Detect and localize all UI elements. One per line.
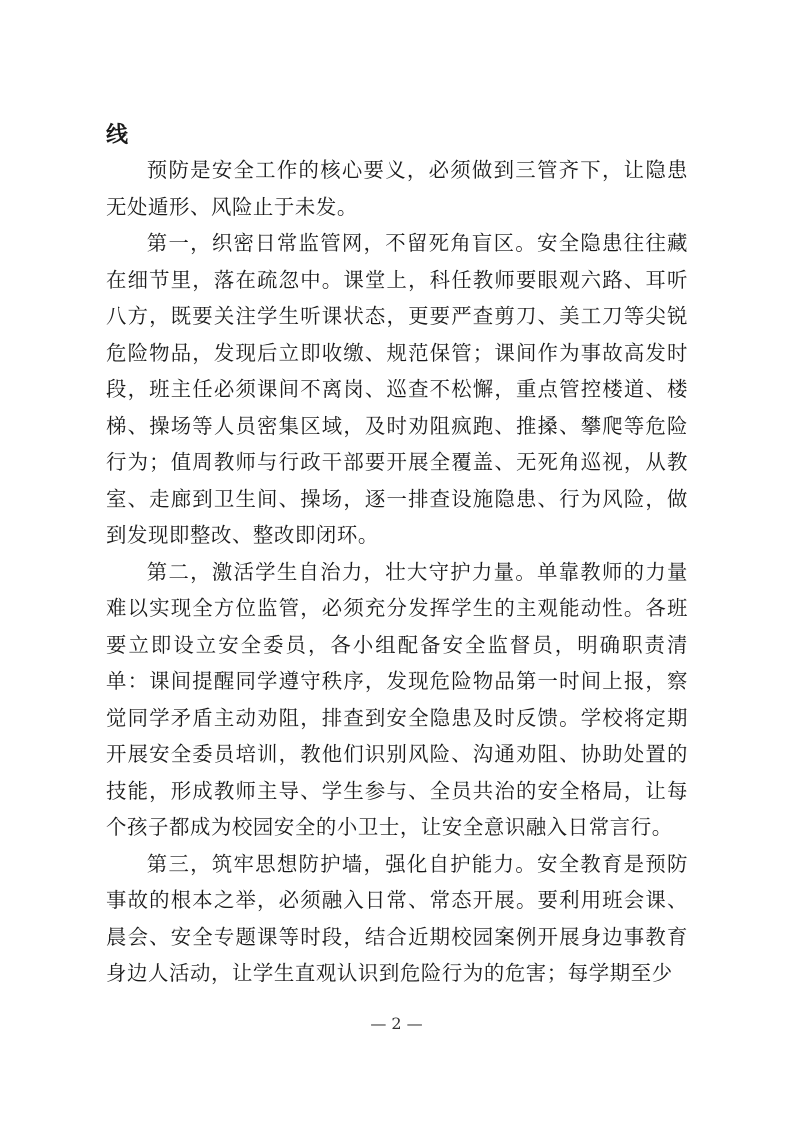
- page-number: — 2 —: [370, 1014, 423, 1033]
- paragraph-third: 第三，筑牢思想防护墙，强化自护能力。安全教育是预防事故的根本之举，必须融入日常、常态开展。要利用班会课、晨会、安全专题课等时段，结合近期校园案例开展身边事教育身边人活动，让学生直观认识到危险行为的危害；每学期至少: [106, 851, 688, 985]
- body-text: [106, 152, 688, 992]
- paragraph-first: 第一，织密日常监管网，不留死角盲区。安全隐患往往藏在细节里，落在疏忽中。课堂上，科任教师要眼观六路、耳听八方，既要关注学生听课状态，更要严查剪刀、美工刀等尖锐危险物品，发现后立即收缴、规范保管；课间作为事故高发时段，班主任必须课间不离岗、巡查不松懈，重点管控楼道、楼梯、操场等人员密集区域，及时劝阻疯跑、推搡、攀爬等危险行为；值周教师与行政干部要开展全覆盖、无死角巡视，从教室、走廊到卫生间、操场，逐一排查设施隐患、行为风险，做到发现即整改、整改即闭环。: [106, 231, 688, 547]
- paragraph-second: 第二，激活学生自治力，壮大守护力量。单靠教师的力量难以实现全方位监管，必须充分发挥学生的主观能动性。各班要立即设立安全委员，各小组配备安全监督员，明确职责清单：课间提醒同学遵守秩序，发现危险物品第一时间上报，察觉同学矛盾主动劝阻，排查到安全隐患及时反馈。学校将定期开展安全委员培训，教他们识别风险、沟通劝阻、协助处置的技能，形成教师主导、学生参与、全员共治的安全格局，让每个孩子都成为校园安全的小卫士，让安全意识融入日常言行。: [106, 559, 688, 839]
- section-heading: 线: [106, 123, 129, 148]
- paragraph-intro: 预防是安全工作的核心要义，必须做到三管齐下，让隐患无处遁形、风险止于未发。: [106, 158, 688, 219]
